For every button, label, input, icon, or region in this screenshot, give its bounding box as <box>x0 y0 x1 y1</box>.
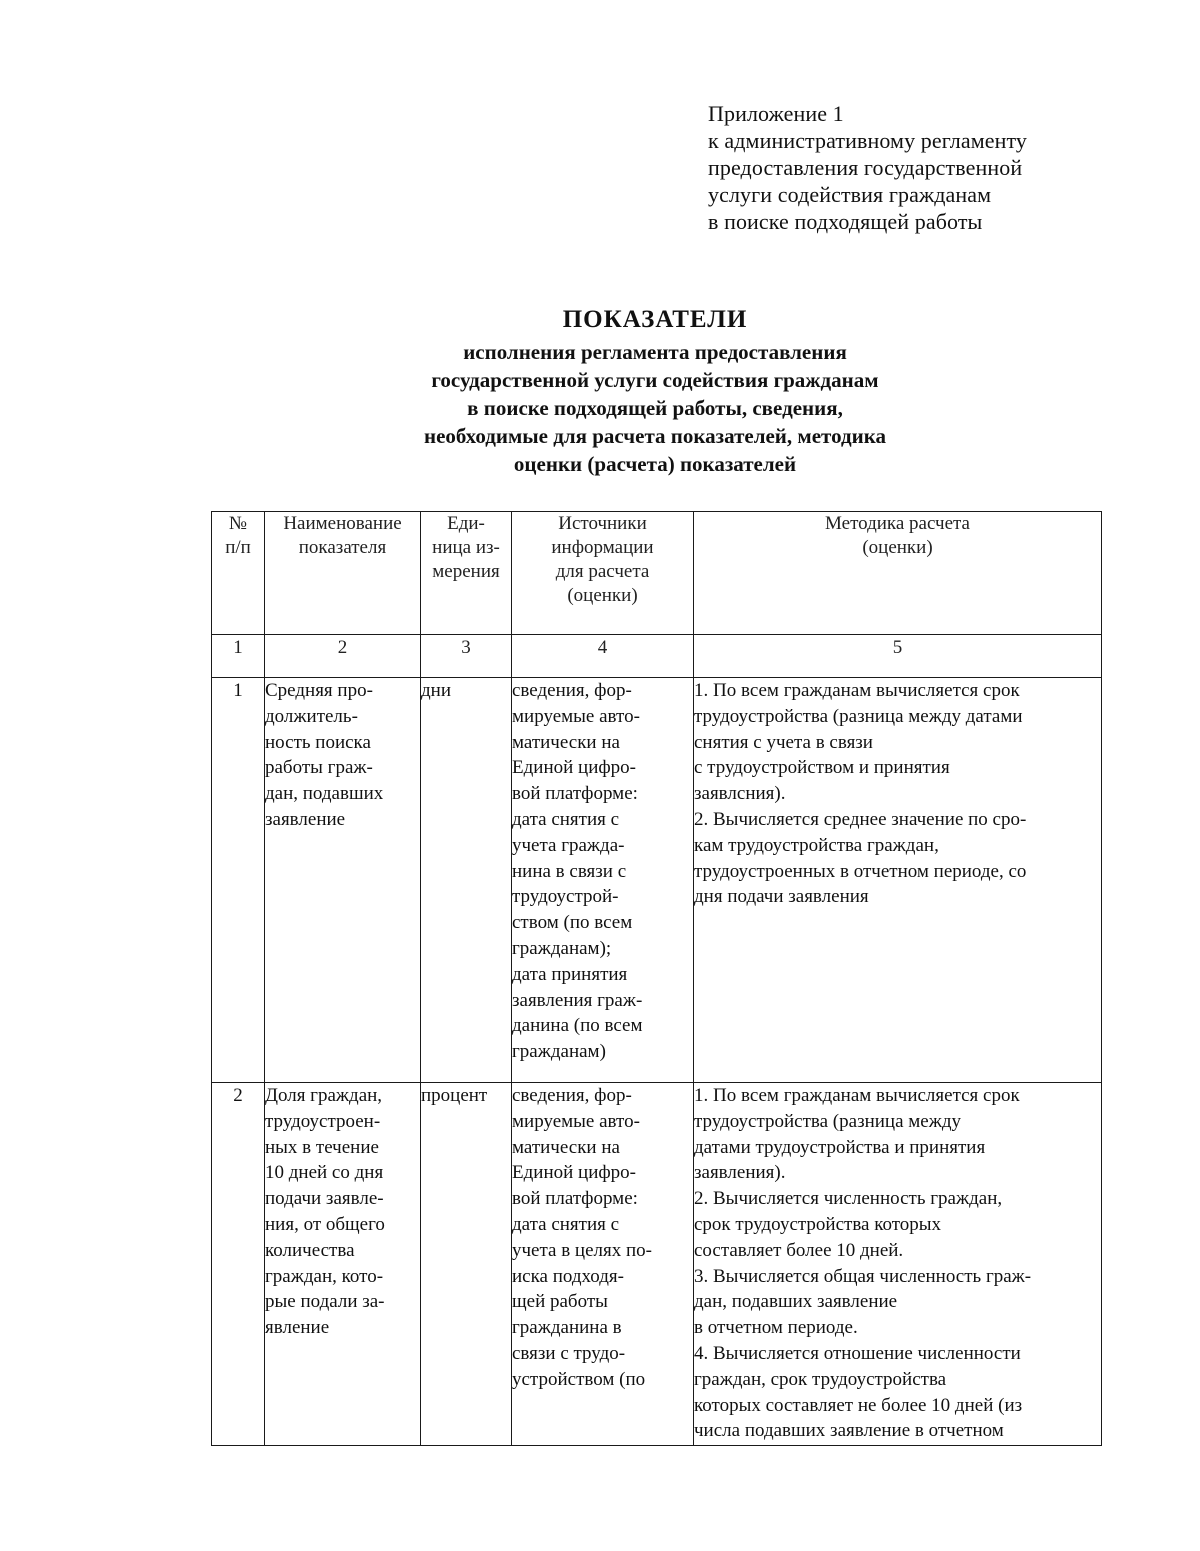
column-number: 2 <box>265 635 421 678</box>
cell-line: заявления). <box>694 1162 786 1184</box>
header-cell-unit <box>421 512 512 635</box>
cell-line: гражданам); <box>512 937 612 959</box>
header-cell-name <box>265 512 421 635</box>
cell-line: сведения, фор- <box>512 680 632 701</box>
table-row <box>212 678 1102 1083</box>
header-text: ница из- <box>432 537 500 558</box>
cell-line: явление <box>265 1317 330 1339</box>
header-text: мерения <box>432 561 500 582</box>
appendix-line: к административному регламенту <box>708 128 1027 153</box>
cell-line: учета гражда- <box>512 834 625 856</box>
column-numbers-row <box>212 635 1102 678</box>
indicator-method <box>694 1083 1102 1446</box>
cell-line: сведения, фор- <box>512 1085 632 1106</box>
cell-line: заявлсния). <box>694 783 786 805</box>
cell-line: мируемые авто- <box>512 1110 640 1132</box>
indicators-table <box>211 511 1102 1446</box>
cell-line: дата снятия с <box>512 808 620 830</box>
cell-line: ством (по всем <box>512 912 633 934</box>
cell-line: щей работы <box>512 1291 608 1313</box>
header-text: (оценки) <box>567 585 638 606</box>
title-sub-line: исполнения регламента предоставления <box>463 340 847 364</box>
cell-line: дата принятия <box>512 963 628 985</box>
title-sub-line: оценки (расчета) показателей <box>513 452 797 476</box>
cell-line: Единой цифро- <box>512 1162 637 1184</box>
cell-line: заявления граж- <box>512 989 643 1011</box>
cell-line: 3. Вычисляется общая численность граж- <box>694 1265 1032 1287</box>
indicator-name <box>265 678 421 1083</box>
cell-line: 1. По всем гражданам вычисляется срок <box>694 680 1020 701</box>
title-sub-line: государственной услуги содействия гражданам <box>431 368 879 392</box>
cell-line: ность поиска <box>265 731 371 753</box>
cell-line: составляет более 10 дней. <box>694 1239 904 1261</box>
cell-line: процент <box>421 1085 488 1106</box>
header-text: Наименование <box>283 513 402 534</box>
header-text: Методика расчета <box>825 513 970 534</box>
cell-line: Средняя про- <box>265 680 373 701</box>
indicator-unit <box>421 678 512 1083</box>
cell-line: которых составляет не более 10 дней (из <box>694 1394 1023 1416</box>
title-main: ПОКАЗАТЕЛИ <box>562 306 748 333</box>
cell-line: нина в связи с <box>512 860 627 882</box>
cell-line: подачи заявле- <box>265 1188 384 1210</box>
column-number: 3 <box>421 635 512 678</box>
cell-line: трудоустройства (разница между датами <box>694 705 1023 727</box>
cell-line: 4. Вычисляется отношение численности <box>694 1342 1021 1364</box>
cell-line: рые подали за- <box>265 1291 385 1313</box>
indicator-method <box>694 678 1102 1083</box>
cell-line: матически на <box>512 731 620 753</box>
row-number: 2 <box>212 1083 265 1446</box>
header-cell-sources <box>512 512 694 635</box>
cell-line: дата снятия с <box>512 1213 620 1235</box>
cell-line: вой платформе: <box>512 783 638 805</box>
cell-line: дан, подавших <box>265 783 384 805</box>
cell-line: 2. Вычисляется численность граждан, <box>694 1188 1003 1210</box>
indicator-name <box>265 1083 421 1446</box>
cell-line: 1. По всем гражданам вычисляется срок <box>694 1085 1020 1106</box>
cell-line: гражданам) <box>512 1041 606 1063</box>
header-text: Источники <box>558 513 647 534</box>
header-text: показателя <box>298 537 387 558</box>
cell-line: устройством (по <box>512 1368 646 1390</box>
cell-line: гражданина в <box>512 1317 622 1339</box>
header-text: (оценки) <box>862 537 933 558</box>
cell-line: дни <box>421 680 452 701</box>
cell-line: граждан, срок трудоустройства <box>694 1368 947 1390</box>
cell-line: дня подачи заявления <box>694 886 869 908</box>
appendix-header <box>708 100 1168 235</box>
column-number: 5 <box>694 635 1102 678</box>
cell-line: иска подходя- <box>512 1265 624 1287</box>
cell-line: 10 дней со дня <box>265 1162 384 1184</box>
appendix-line: предоставления государственной <box>708 155 1023 180</box>
appendix-line: в поиске подходящей работы <box>708 209 983 234</box>
header-text: № <box>228 513 248 534</box>
column-number: 1 <box>212 635 265 678</box>
cell-line: учета в целях по- <box>512 1239 652 1261</box>
appendix-line: Приложение 1 <box>708 101 844 126</box>
cell-line: Доля граждан, <box>265 1085 383 1106</box>
cell-line: Единой цифро- <box>512 757 637 779</box>
cell-line: должитель- <box>265 705 358 727</box>
title-sub-line: в поиске подходящей работы, сведения, <box>467 396 843 420</box>
cell-line: 2. Вычисляется среднее значение по сро- <box>694 808 1027 830</box>
header-cell-method <box>694 512 1102 635</box>
cell-line: трудоустроен- <box>265 1110 381 1132</box>
indicator-sources <box>512 678 694 1083</box>
cell-line: трудоустроенных в отчетном периоде, со <box>694 860 1027 882</box>
cell-line: работы граж- <box>265 757 373 779</box>
cell-line: количества <box>265 1239 355 1261</box>
cell-line: числа подавших заявление в отчетном <box>694 1420 1004 1442</box>
cell-line: ных в течение <box>265 1136 379 1158</box>
cell-line: матически на <box>512 1136 620 1158</box>
cell-line: трудоустройства (разница между <box>694 1110 962 1132</box>
table-header-row <box>212 512 1102 635</box>
indicator-unit <box>421 1083 512 1446</box>
cell-line: ния, от общего <box>265 1213 385 1235</box>
cell-line: данина (по всем <box>512 1015 643 1037</box>
cell-line: связи с трудо- <box>512 1342 626 1364</box>
cell-line: трудоустрой- <box>512 886 619 908</box>
header-cell-number <box>212 512 265 635</box>
title-sub-line: необходимые для расчета показателей, методика <box>424 424 886 448</box>
cell-line: заявление <box>265 808 346 830</box>
table-row <box>212 1083 1102 1446</box>
cell-line: мируемые авто- <box>512 705 640 727</box>
header-text: информации <box>551 537 654 558</box>
cell-line: вой платформе: <box>512 1188 638 1210</box>
header-text: для расчета <box>555 561 650 582</box>
cell-line: снятия с учета в связи <box>694 731 873 753</box>
cell-line: кам трудоустройства граждан, <box>694 834 939 856</box>
indicator-sources <box>512 1083 694 1446</box>
row-number: 1 <box>212 678 265 1083</box>
cell-line: дан, подавших заявление <box>694 1291 898 1313</box>
column-number: 4 <box>512 635 694 678</box>
header-text: п/п <box>225 537 251 558</box>
cell-line: граждан, кото- <box>265 1265 384 1287</box>
cell-line: с трудоустройством и принятия <box>694 757 950 779</box>
appendix-line: услуги содействия гражданам <box>708 182 992 207</box>
cell-line: в отчетном периоде. <box>694 1317 858 1339</box>
cell-line: датами трудоустройства и принятия <box>694 1136 986 1158</box>
header-text: Еди- <box>447 513 485 534</box>
document-title <box>300 304 1010 478</box>
cell-line: срок трудоустройства которых <box>694 1213 942 1235</box>
